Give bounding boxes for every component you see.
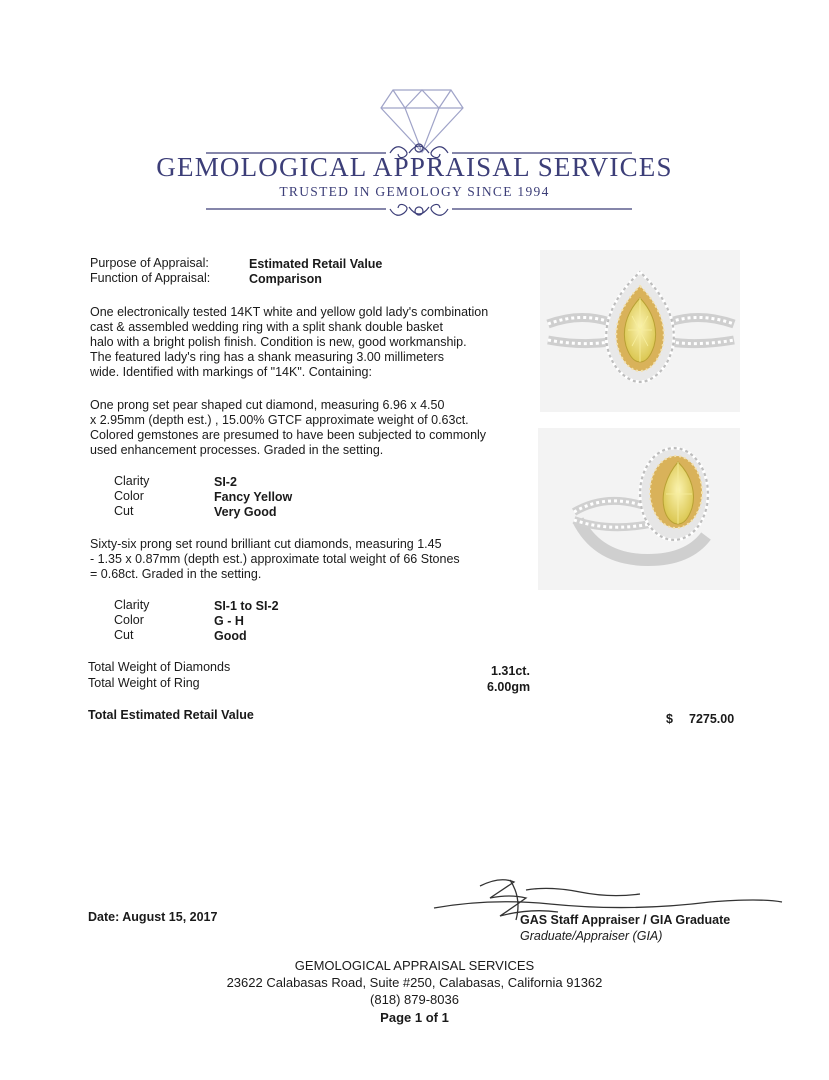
center-clarity-value: SI-2	[214, 475, 237, 489]
total-ring-label: Total Weight of Ring	[88, 676, 200, 690]
ring-photo-side	[538, 428, 740, 590]
side-cut-value: Good	[214, 629, 247, 643]
center-stone-description	[90, 398, 486, 458]
total-ring-value: 6.00gm	[487, 680, 531, 694]
footer-company: GEMOLOGICAL APPRAISAL SERVICES	[294, 958, 535, 973]
currency-symbol: $	[666, 712, 673, 726]
appraiser-title: GAS Staff Appraiser / GIA Graduate	[520, 913, 731, 927]
company-logo-title: GEMOLOGICAL APPRAISAL SERVICES	[156, 152, 673, 182]
side-stones-line: Sixty-six prong set round brilliant cut diamonds, measuring 1.45	[90, 537, 442, 551]
side-cut-label: Cut	[114, 628, 134, 642]
footer-address: 23622 Calabasas Road, Suite #250, Calabasas, California 91362	[226, 975, 603, 990]
side-stones-description	[90, 537, 460, 582]
bottom-ornament-icon	[206, 202, 632, 220]
purpose-label: Purpose of Appraisal:	[90, 256, 209, 270]
center-stone-line: Colored gemstones are presumed to have been subjected to commonly	[90, 428, 487, 442]
description-line: One electronically tested 14KT white and yellow gold lady's combination	[90, 305, 489, 319]
description-line: wide. Identified with markings of "14K". Containing:	[90, 365, 372, 379]
description-line: cast & assembled wedding ring with a split shank double basket	[90, 320, 443, 334]
side-stones-line: = 0.68ct. Graded in the setting.	[90, 567, 262, 581]
total-retail-value: 7275.00	[689, 712, 735, 726]
company-tagline: TRUSTED IN GEMOLOGY SINCE 1994	[279, 184, 550, 199]
description-line: The featured lady's ring has a shank measuring 3.00 millimeters	[90, 350, 444, 364]
center-stone-line: x 2.95mm (depth est.) , 15.00% GTCF approximate weight of 0.63ct.	[90, 413, 469, 427]
center-cut-value: Very Good	[214, 505, 277, 519]
ring-side-icon	[538, 428, 740, 590]
center-stone-line: One prong set pear shaped cut diamond, measuring 6.96 x 4.50	[90, 398, 445, 412]
side-color-value: G - H	[214, 614, 244, 628]
center-color-value: Fancy Yellow	[214, 490, 293, 504]
ring-photo-front	[540, 250, 740, 412]
description-line: halo with a bright polish finish. Condition is new, good workmanship.	[90, 335, 467, 349]
function-value: Comparison	[249, 272, 322, 286]
center-color-label: Color	[114, 489, 144, 503]
function-label: Function of Appraisal:	[90, 271, 211, 285]
appraisal-date: Date: August 15, 2017	[88, 910, 218, 924]
purpose-value: Estimated Retail Value	[249, 257, 383, 271]
center-stone-line: used enhancement processes. Graded in the setting.	[90, 443, 384, 457]
side-stones-line: - 1.35 x 0.87mm (depth est.) approximate total weight of 66 Stones	[90, 552, 460, 566]
side-color-label: Color	[114, 613, 144, 627]
side-clarity-value: SI-1 to SI-2	[214, 599, 279, 613]
center-cut-label: Cut	[114, 504, 134, 518]
side-clarity-label: Clarity	[114, 598, 150, 612]
appraiser-subtitle: Graduate/Appraiser (GIA)	[520, 929, 663, 943]
page-number: Page 1 of 1	[380, 1010, 449, 1025]
ring-description	[90, 305, 488, 380]
total-retail-label: Total Estimated Retail Value	[88, 708, 254, 722]
center-clarity-label: Clarity	[114, 474, 150, 488]
total-diamonds-value: 1.31ct.	[491, 664, 530, 678]
ring-front-icon	[540, 250, 740, 412]
total-diamonds-label: Total Weight of Diamonds	[88, 660, 231, 674]
footer-phone: (818) 879-8036	[370, 992, 459, 1007]
